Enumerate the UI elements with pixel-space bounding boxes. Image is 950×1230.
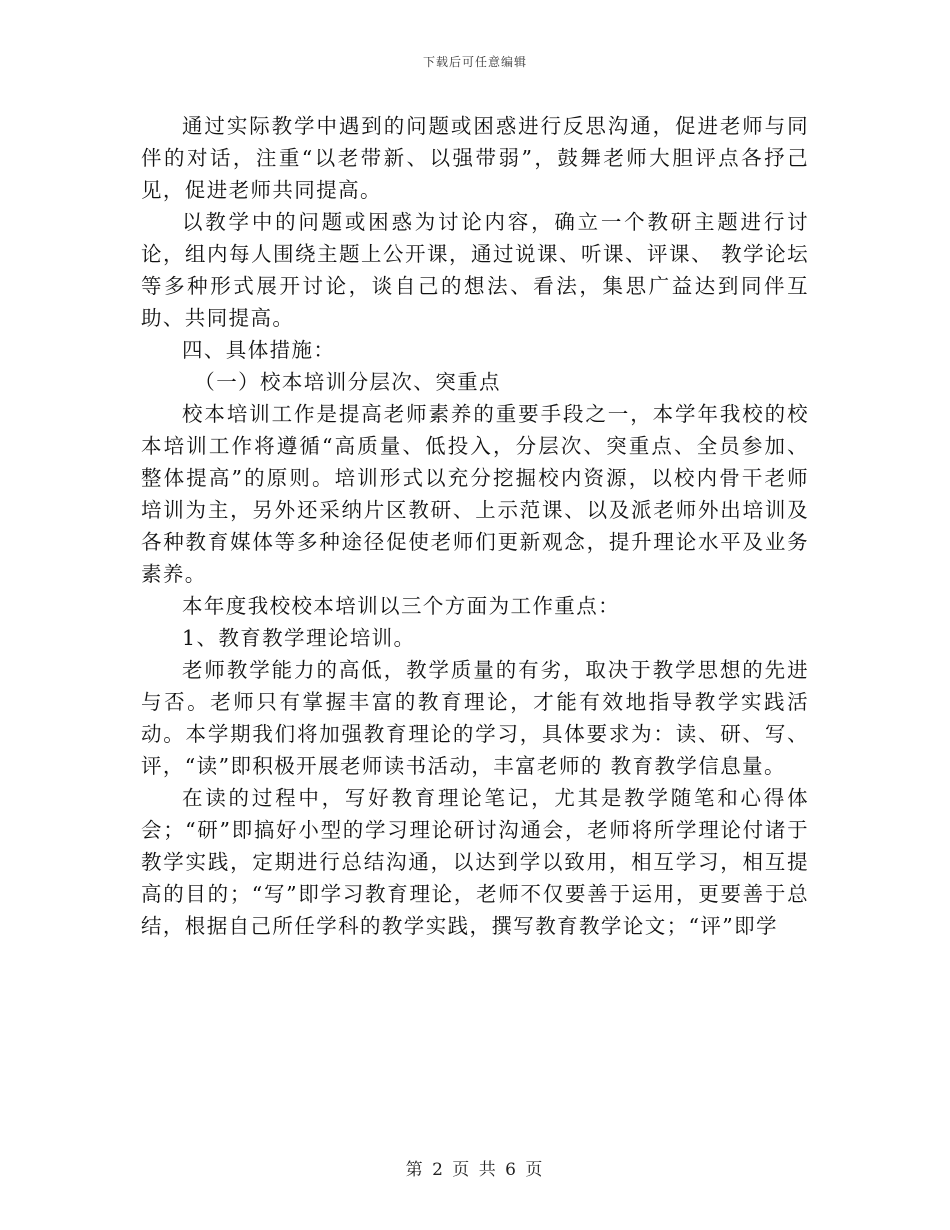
item-heading-theory-training: 1、教育教学理论培训。 [182,626,416,650]
document-body [141,110,809,942]
section-heading-measures: 四、具体措施： [182,338,336,362]
paragraph-reflection: 通过实际教学中遇到的问题或困惑进行反思沟通，促进老师与同伴的对话，注重“以老带新、以强带弱”，鼓舞老师大胆评点各抒己见，促进老师共同提高。 [141,114,809,202]
paragraph-training-overview: 校本培训工作是提高老师素养的重要手段之一，本学年我校的校本培训工作将遵循“高质量、低投入，分层次、突重点、全员参加、整体提高”的原则。培训形式以充分挖掘校内资源，以校内骨干老师培训为主，另外还采纳片区教研、上示范课、以及派老师外出培训及各种教育媒体等多种途径促使老师们更新观念，提升理论水平及业务素养。 [141,402,809,586]
paragraph-read-research-write: 在读的过程中，写好教育理论笔记，尤其是教学随笔和心得体会；“研”即搞好小型的学习理论研讨沟通会，老师将所学理论付诸于教学实践，定期进行总结沟通，以达到学以致用，相互学习，相互提高的目的；“写”即学习教育理论，老师不仅要善于运用，更要善于总结，根据自己所任学科的教学实践，撰写教育教学论文；“评”即学 [141,786,809,938]
subsection-heading-training: （一）校本培训分层次、突重点 [194,370,501,394]
page-number: 第 2 页 共 6 页 [405,1160,545,1180]
page-header-note: 下载后可任意编辑 [422,55,527,69]
paragraph-theory-study: 老师教学能力的高低，教学质量的有劣，取决于教学思想的先进与否。老师只有掌握丰富的教育理论，才能有效地指导教学实践活动。本学期我们将加强教育理论的学习，具体要求为：读、研、写、评，“读”即积极开展老师读书活动，丰富老师的 教育教学信息量。 [141,658,809,778]
paragraph-training-focus: 本年度我校校本培训以三个方面为工作重点： [182,594,620,618]
paragraph-discussion: 以教学中的问题或困惑为讨论内容，确立一个教研主题进行讨论，组内每人围绕主题上公开课，通过说课、听课、评课、 教学论坛等多种形式展开讨论，谈自己的想法、看法，集思广益达到同伴互助、共同提高。 [141,210,809,330]
